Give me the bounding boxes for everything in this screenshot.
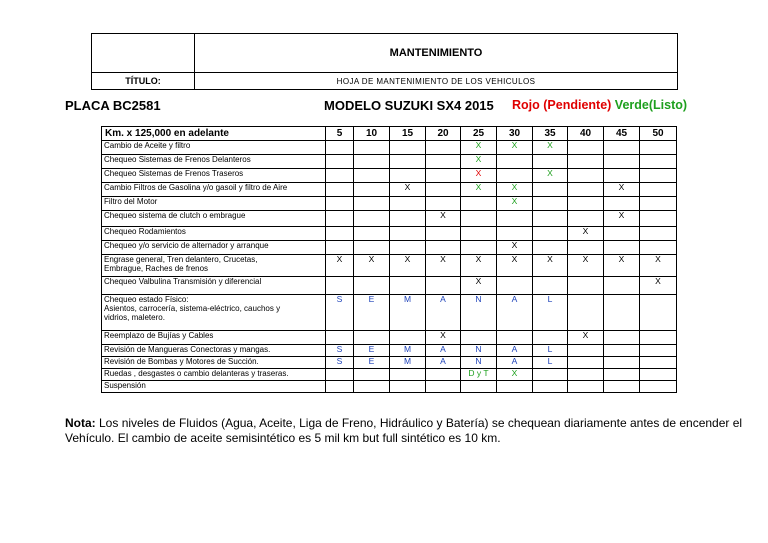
mark-cell bbox=[354, 255, 390, 277]
mark-cell bbox=[640, 155, 677, 169]
mark-value: X bbox=[475, 182, 482, 192]
mark-value: N bbox=[475, 356, 482, 366]
table-row bbox=[102, 369, 677, 381]
mark-value: X bbox=[440, 254, 446, 264]
mark-value: X bbox=[475, 140, 482, 150]
mark-cell bbox=[390, 169, 426, 183]
mark-cell bbox=[354, 295, 390, 331]
mark-cell bbox=[497, 369, 533, 381]
mark-cell bbox=[568, 227, 604, 241]
mark-cell bbox=[354, 369, 390, 381]
mark-cell bbox=[390, 183, 426, 197]
mark-value: X bbox=[511, 196, 518, 206]
km-header: 10 bbox=[354, 127, 390, 141]
km-header: 50 bbox=[640, 127, 677, 141]
mark-value: X bbox=[582, 226, 589, 236]
mark-cell bbox=[354, 227, 390, 241]
mark-cell bbox=[568, 155, 604, 169]
mark-cell bbox=[497, 295, 533, 331]
mark-cell bbox=[640, 345, 677, 357]
mark-cell bbox=[354, 155, 390, 169]
task-label: Chequeo Valbulina Transmisión y diferencial bbox=[102, 277, 326, 295]
mark-cell bbox=[568, 255, 604, 277]
mark-cell bbox=[640, 141, 677, 155]
table-row bbox=[102, 197, 677, 211]
mark-cell bbox=[390, 155, 426, 169]
mark-cell bbox=[568, 277, 604, 295]
mark-cell bbox=[426, 197, 461, 211]
mark-cell bbox=[326, 211, 354, 227]
mark-cell bbox=[533, 227, 568, 241]
mark-cell bbox=[497, 169, 533, 183]
km-range-header: Km. x 125,000 en adelante bbox=[102, 127, 326, 141]
table-row bbox=[102, 255, 677, 277]
mark-cell bbox=[354, 345, 390, 357]
table-row bbox=[102, 169, 677, 183]
mark-cell bbox=[426, 211, 461, 227]
mark-cell bbox=[461, 369, 497, 381]
mark-cell bbox=[461, 255, 497, 277]
mark-cell bbox=[390, 255, 426, 277]
mark-cell bbox=[390, 197, 426, 211]
mark-value: X bbox=[475, 154, 482, 164]
mark-cell bbox=[390, 345, 426, 357]
mark-value: A bbox=[511, 344, 518, 354]
mark-cell bbox=[390, 357, 426, 369]
mark-cell bbox=[461, 277, 497, 295]
mark-cell bbox=[533, 211, 568, 227]
mark-cell bbox=[390, 241, 426, 255]
mark-cell bbox=[497, 381, 533, 393]
placa-label: PLACA BC2581 bbox=[65, 98, 161, 113]
mark-value: X bbox=[655, 276, 661, 286]
mark-cell bbox=[568, 295, 604, 331]
mark-value: X bbox=[511, 140, 518, 150]
mark-cell bbox=[326, 345, 354, 357]
task-label: Chequeo Rodamientos bbox=[102, 227, 326, 241]
mark-cell bbox=[426, 345, 461, 357]
mark-cell bbox=[533, 155, 568, 169]
mark-cell bbox=[354, 241, 390, 255]
table-row bbox=[102, 295, 677, 331]
mark-cell bbox=[568, 381, 604, 393]
mark-value: X bbox=[511, 368, 518, 378]
mark-cell bbox=[461, 357, 497, 369]
km-header: 5 bbox=[326, 127, 354, 141]
table-row bbox=[102, 211, 677, 227]
mark-cell bbox=[533, 183, 568, 197]
mark-value: X bbox=[618, 210, 625, 220]
note-text: Los niveles de Fluidos (Agua, Aceite, Liga de Freno, Hidráulico y Batería) se chequean diariamente antes de encender el Vehículo. El cambio de aceite semisintético es 5 mil km but full sintético es 10 km. bbox=[65, 416, 743, 445]
mark-cell bbox=[533, 381, 568, 393]
mark-cell bbox=[426, 277, 461, 295]
mark-cell bbox=[640, 227, 677, 241]
mark-cell bbox=[640, 241, 677, 255]
mark-cell bbox=[390, 141, 426, 155]
mark-cell bbox=[533, 295, 568, 331]
mark-cell bbox=[354, 197, 390, 211]
mark-value: E bbox=[368, 344, 375, 354]
mark-value: X bbox=[511, 182, 518, 192]
km-header: 25 bbox=[461, 127, 497, 141]
mark-cell bbox=[604, 169, 640, 183]
mark-cell bbox=[497, 197, 533, 211]
header-empty-cell bbox=[92, 34, 195, 73]
header-subtitle: HOJA DE MANTENIMIENTO DE LOS VEHICULOS bbox=[195, 73, 678, 90]
mark-value: X bbox=[582, 254, 589, 264]
mark-cell bbox=[568, 169, 604, 183]
mark-cell bbox=[426, 169, 461, 183]
mark-cell bbox=[390, 277, 426, 295]
task-label: Revisión de Bombas y Motores de Succión. bbox=[102, 357, 326, 369]
mark-value: X bbox=[547, 140, 553, 150]
mark-value: X bbox=[618, 182, 625, 192]
mark-cell bbox=[426, 155, 461, 169]
mark-value: E bbox=[368, 294, 375, 304]
mark-cell bbox=[640, 331, 677, 345]
mark-value: X bbox=[547, 254, 553, 264]
mark-value: X bbox=[404, 254, 411, 264]
mark-value: D y T bbox=[468, 368, 489, 378]
mark-cell bbox=[640, 357, 677, 369]
mark-cell bbox=[497, 277, 533, 295]
km-header: 15 bbox=[390, 127, 426, 141]
table-row bbox=[102, 277, 677, 295]
table-row bbox=[102, 227, 677, 241]
header-table bbox=[91, 33, 678, 90]
mark-cell bbox=[461, 169, 497, 183]
mark-cell bbox=[426, 183, 461, 197]
mark-value: X bbox=[475, 276, 482, 286]
task-label: Cambio de Aceite y filtro bbox=[102, 141, 326, 155]
mark-cell bbox=[461, 155, 497, 169]
mark-cell bbox=[640, 211, 677, 227]
mark-cell bbox=[390, 369, 426, 381]
mark-cell bbox=[497, 141, 533, 155]
mark-cell bbox=[640, 381, 677, 393]
mark-value: A bbox=[440, 344, 446, 354]
mark-cell bbox=[604, 369, 640, 381]
mark-cell bbox=[497, 211, 533, 227]
mark-cell bbox=[497, 255, 533, 277]
mark-value: X bbox=[440, 330, 446, 340]
mark-cell bbox=[354, 211, 390, 227]
task-label: Cambio Filtros de Gasolina y/o gasoil y filtro de Aire bbox=[102, 183, 326, 197]
mark-cell bbox=[568, 183, 604, 197]
mark-cell bbox=[461, 227, 497, 241]
mark-cell bbox=[568, 141, 604, 155]
mark-cell bbox=[640, 277, 677, 295]
task-label: Engrase general, Tren delantero, Crucetas, Embrague, Raches de frenos bbox=[102, 255, 326, 277]
mark-cell bbox=[640, 295, 677, 331]
mark-cell bbox=[533, 277, 568, 295]
mark-cell bbox=[426, 369, 461, 381]
mark-value: M bbox=[403, 294, 412, 304]
mark-cell bbox=[640, 183, 677, 197]
mark-cell bbox=[426, 227, 461, 241]
mark-value: X bbox=[368, 254, 375, 264]
mark-value: E bbox=[368, 356, 375, 366]
mark-cell bbox=[390, 227, 426, 241]
mark-cell bbox=[326, 369, 354, 381]
mark-cell bbox=[390, 381, 426, 393]
mark-cell bbox=[533, 357, 568, 369]
table-row bbox=[102, 155, 677, 169]
mark-cell bbox=[426, 331, 461, 345]
mark-cell bbox=[568, 197, 604, 211]
mark-cell bbox=[461, 295, 497, 331]
mark-cell bbox=[354, 169, 390, 183]
mark-cell bbox=[640, 169, 677, 183]
table-header-row bbox=[102, 127, 677, 141]
mark-cell bbox=[461, 345, 497, 357]
mark-cell bbox=[326, 331, 354, 345]
mark-cell bbox=[604, 255, 640, 277]
mark-value: N bbox=[475, 344, 482, 354]
mark-cell bbox=[568, 331, 604, 345]
mark-cell bbox=[533, 169, 568, 183]
mark-cell bbox=[497, 183, 533, 197]
mark-cell bbox=[326, 277, 354, 295]
task-label: Chequeo y/o servicio de alternador y arranque bbox=[102, 241, 326, 255]
mark-cell bbox=[604, 241, 640, 255]
modelo-label: MODELO SUZUKI SX4 2015 bbox=[324, 98, 494, 113]
task-label: Chequeo Sistemas de Frenos Traseros bbox=[102, 169, 326, 183]
header-label: TÍTULO: bbox=[92, 73, 195, 90]
header-title: MANTENIMIENTO bbox=[195, 34, 678, 73]
km-header: 30 bbox=[497, 127, 533, 141]
mark-cell bbox=[354, 381, 390, 393]
mark-cell bbox=[390, 331, 426, 345]
mark-cell bbox=[497, 345, 533, 357]
mark-cell bbox=[568, 211, 604, 227]
table-row bbox=[102, 141, 677, 155]
mark-cell bbox=[640, 197, 677, 211]
mark-cell bbox=[461, 211, 497, 227]
maintenance-table bbox=[101, 126, 677, 393]
mark-cell bbox=[326, 155, 354, 169]
mark-cell bbox=[604, 155, 640, 169]
km-header: 45 bbox=[604, 127, 640, 141]
mark-cell bbox=[497, 227, 533, 241]
mark-cell bbox=[604, 277, 640, 295]
task-label: Chequeo estado Físico: Asientos, carrocería, sistema-eléctrico, cauchos y vidrios, maletero. bbox=[102, 295, 326, 331]
mark-cell bbox=[326, 227, 354, 241]
mark-cell bbox=[497, 155, 533, 169]
mark-value: L bbox=[547, 344, 553, 354]
mark-cell bbox=[640, 369, 677, 381]
table-row bbox=[102, 357, 677, 369]
mark-cell bbox=[604, 183, 640, 197]
mark-value: M bbox=[403, 344, 412, 354]
mark-value: X bbox=[511, 254, 518, 264]
mark-cell bbox=[326, 183, 354, 197]
mark-value: X bbox=[655, 254, 661, 264]
legend-done: Verde(Listo) bbox=[614, 98, 688, 112]
mark-cell bbox=[461, 141, 497, 155]
mark-cell bbox=[326, 197, 354, 211]
mark-cell bbox=[604, 227, 640, 241]
note-paragraph bbox=[65, 416, 745, 446]
mark-value: X bbox=[475, 254, 482, 264]
mark-cell bbox=[326, 381, 354, 393]
mark-cell bbox=[426, 357, 461, 369]
mark-cell bbox=[604, 357, 640, 369]
mark-cell bbox=[604, 141, 640, 155]
table-row bbox=[102, 381, 677, 393]
km-header: 35 bbox=[533, 127, 568, 141]
mark-cell bbox=[354, 141, 390, 155]
mark-cell bbox=[326, 241, 354, 255]
mark-value: X bbox=[582, 330, 589, 340]
mark-cell bbox=[533, 255, 568, 277]
mark-cell bbox=[604, 331, 640, 345]
mark-value: L bbox=[547, 356, 553, 366]
mark-cell bbox=[426, 255, 461, 277]
mark-value: X bbox=[336, 254, 343, 264]
mark-cell bbox=[461, 183, 497, 197]
mark-cell bbox=[497, 357, 533, 369]
mark-cell bbox=[497, 331, 533, 345]
mark-cell bbox=[604, 295, 640, 331]
mark-cell bbox=[354, 183, 390, 197]
task-label: Filtro del Motor bbox=[102, 197, 326, 211]
mark-value: A bbox=[440, 356, 446, 366]
mark-cell bbox=[497, 241, 533, 255]
mark-cell bbox=[568, 241, 604, 255]
mark-cell bbox=[533, 369, 568, 381]
mark-value: X bbox=[475, 168, 482, 178]
mark-cell bbox=[461, 381, 497, 393]
mark-value: X bbox=[547, 168, 553, 178]
mark-value: L bbox=[547, 294, 553, 304]
mark-cell bbox=[461, 331, 497, 345]
mark-value: S bbox=[336, 356, 343, 366]
mark-cell bbox=[354, 357, 390, 369]
table-row bbox=[102, 331, 677, 345]
task-label: Reemplazo de Bujías y Cables bbox=[102, 331, 326, 345]
mark-cell bbox=[533, 345, 568, 357]
mark-value: X bbox=[404, 182, 411, 192]
mark-cell bbox=[568, 357, 604, 369]
mark-cell bbox=[604, 381, 640, 393]
mark-value: A bbox=[511, 294, 518, 304]
mark-cell bbox=[604, 211, 640, 227]
mark-value: A bbox=[511, 356, 518, 366]
task-label: Chequeo Sistemas de Frenos Delanteros bbox=[102, 155, 326, 169]
mark-cell bbox=[604, 345, 640, 357]
mark-value: X bbox=[511, 240, 518, 250]
mark-value: X bbox=[440, 210, 446, 220]
mark-cell bbox=[568, 345, 604, 357]
mark-cell bbox=[326, 295, 354, 331]
task-label: Revisión de Mangueras Conectoras y mangas. bbox=[102, 345, 326, 357]
mark-cell bbox=[326, 255, 354, 277]
mark-value: S bbox=[336, 294, 343, 304]
mark-value: S bbox=[336, 344, 343, 354]
km-header: 20 bbox=[426, 127, 461, 141]
task-label: Chequeo sistema de clutch o embrague bbox=[102, 211, 326, 227]
mark-cell bbox=[533, 241, 568, 255]
mark-cell bbox=[426, 141, 461, 155]
task-label: Suspensión bbox=[102, 381, 326, 393]
mark-cell bbox=[640, 255, 677, 277]
mark-cell bbox=[426, 381, 461, 393]
mark-value: A bbox=[440, 294, 446, 304]
mark-cell bbox=[326, 141, 354, 155]
table-row bbox=[102, 241, 677, 255]
mark-cell bbox=[568, 369, 604, 381]
legend-pending: Rojo (Pendiente) bbox=[512, 98, 612, 112]
mark-cell bbox=[390, 295, 426, 331]
table-row bbox=[102, 183, 677, 197]
note-label: Nota: bbox=[65, 416, 96, 430]
mark-cell bbox=[326, 357, 354, 369]
color-legend bbox=[512, 98, 687, 112]
km-header: 40 bbox=[568, 127, 604, 141]
mark-cell bbox=[426, 241, 461, 255]
mark-value: X bbox=[618, 254, 625, 264]
mark-cell bbox=[326, 169, 354, 183]
mark-cell bbox=[461, 197, 497, 211]
mark-cell bbox=[354, 277, 390, 295]
table-row bbox=[102, 345, 677, 357]
mark-value: N bbox=[475, 294, 482, 304]
mark-cell bbox=[390, 211, 426, 227]
mark-cell bbox=[426, 295, 461, 331]
mark-cell bbox=[604, 197, 640, 211]
table-body bbox=[102, 141, 677, 393]
mark-cell bbox=[354, 331, 390, 345]
task-label: Ruedas , desgastes o cambio delanteras y traseras. bbox=[102, 369, 326, 381]
mark-cell bbox=[533, 331, 568, 345]
mark-cell bbox=[461, 241, 497, 255]
mark-cell bbox=[533, 141, 568, 155]
mark-value: M bbox=[403, 356, 412, 366]
mark-cell bbox=[533, 197, 568, 211]
